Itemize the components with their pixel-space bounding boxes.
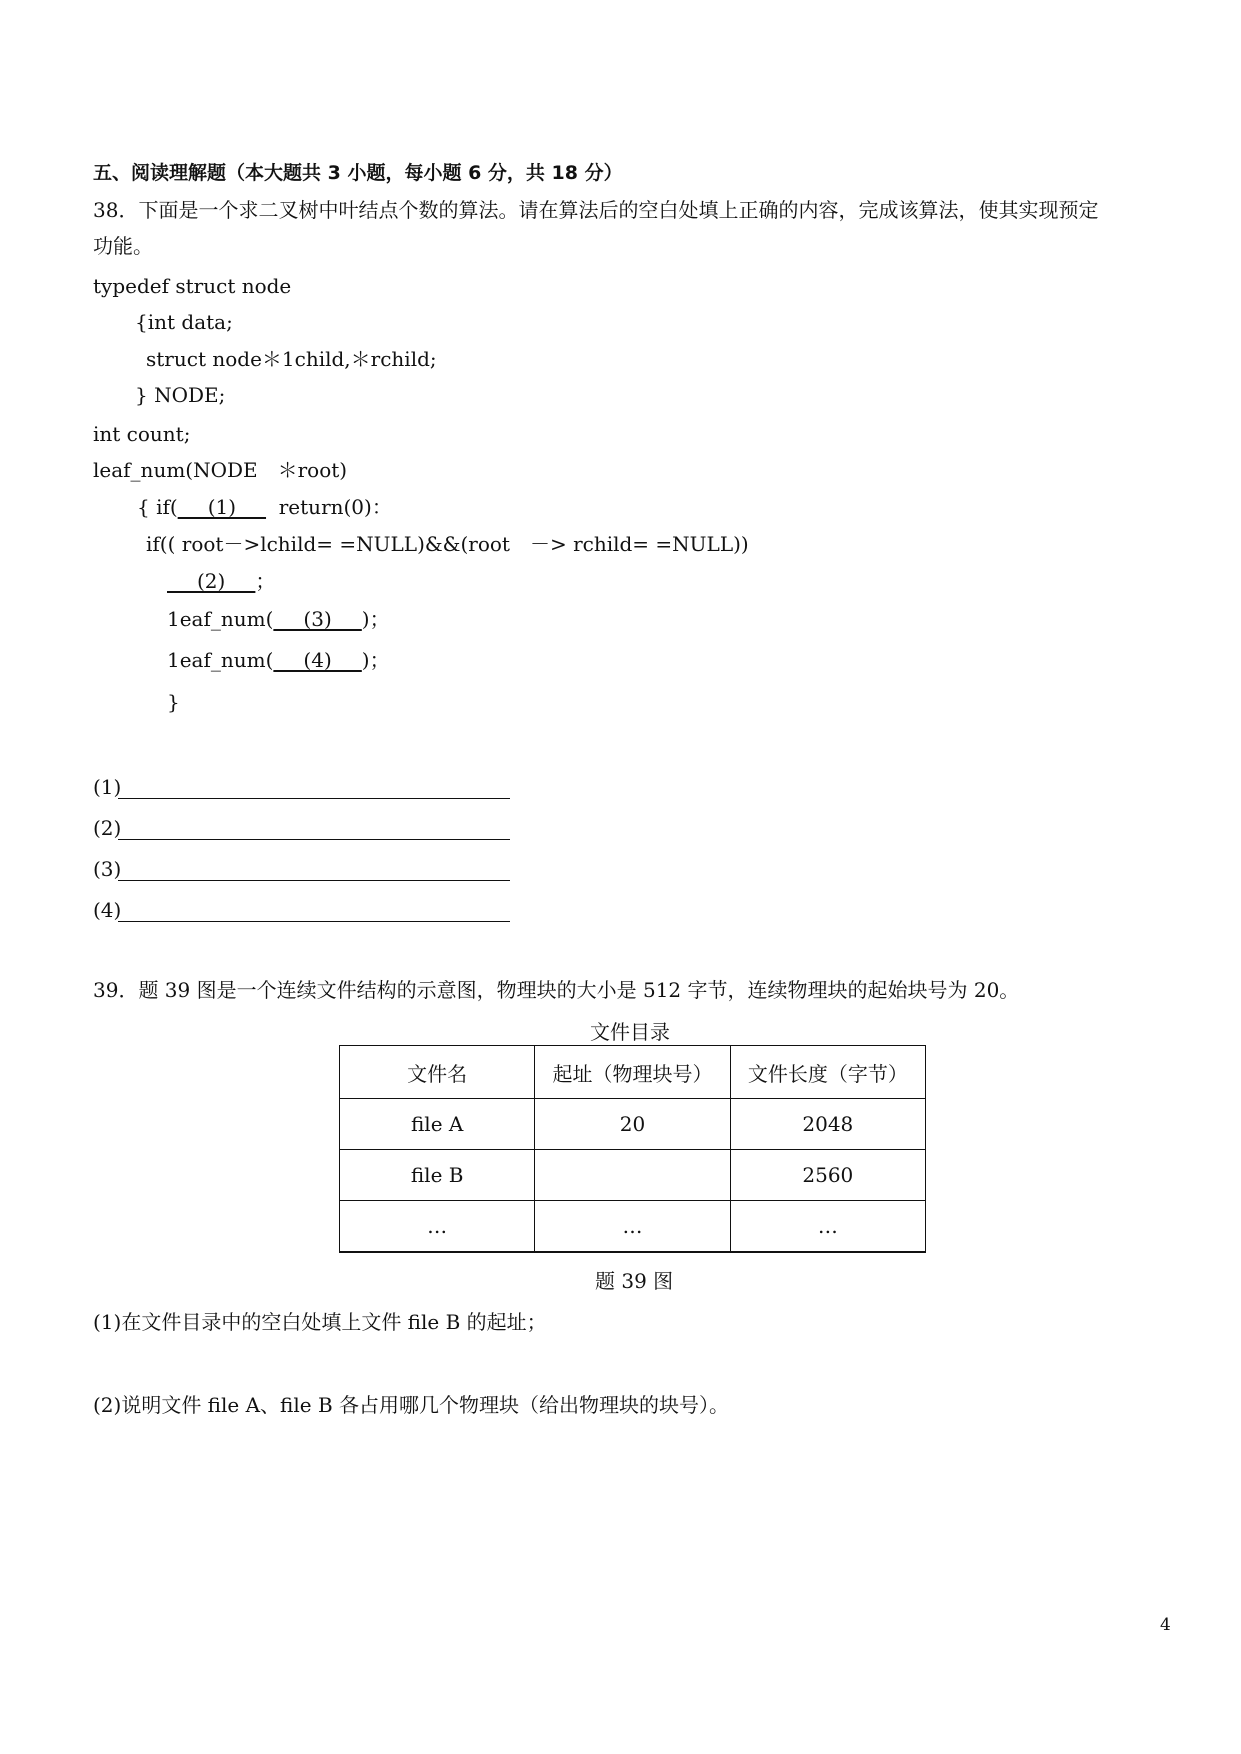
code-text: 1eaf_num(	[167, 607, 274, 631]
code-line: int count;	[93, 422, 191, 446]
figure-caption: 题 39 图	[595, 1269, 674, 1293]
code-line: struct node＊1child,＊rchild;	[146, 347, 437, 371]
table-cell: 2048	[730, 1099, 925, 1150]
table-row	[340, 1099, 926, 1150]
code-text: )；	[361, 607, 390, 631]
table-cell: file A	[340, 1099, 535, 1150]
answer-line[interactable]	[118, 921, 510, 922]
header-cell: 起址（物理块号）	[535, 1046, 730, 1099]
code-line: } NODE;	[135, 383, 226, 407]
header-cell: 文件名	[340, 1046, 535, 1099]
code-line: if(( root－>lchild= =NULL)&&(root －> rchild= =NULL))	[146, 532, 749, 556]
section-heading: 五、阅读理解题（本大题共 3 小题，每小题 6 分，共 18 分）	[93, 162, 623, 184]
answer-label: (1)	[93, 775, 122, 799]
code-text: )；	[361, 648, 390, 672]
table-header-row	[340, 1046, 926, 1099]
code-line: leaf_num(NODE ＊root)	[93, 458, 348, 482]
q39-sub1: (1)在文件目录中的空白处填上文件 file B 的起址；	[93, 1310, 547, 1334]
blank-start-address-cell[interactable]	[535, 1150, 730, 1201]
table-cell: 2560	[730, 1150, 925, 1201]
answer-line[interactable]	[118, 880, 510, 881]
code-text: { if(	[137, 495, 178, 519]
blank-3: ___(3)___	[273, 607, 362, 631]
table-title: 文件目录	[590, 1020, 670, 1044]
table-cell: …	[535, 1201, 730, 1253]
table-row	[340, 1150, 926, 1201]
code-text: 1eaf_num(	[167, 648, 274, 672]
answer-line[interactable]	[118, 839, 510, 840]
answer-label: (2)	[93, 816, 122, 840]
table-row	[340, 1201, 926, 1253]
table-cell: file B	[340, 1150, 535, 1201]
table-cell: …	[340, 1201, 535, 1253]
code-text: ；	[255, 569, 276, 593]
page-number: 4	[1160, 1615, 1171, 1635]
code-line: typedef struct node	[93, 274, 292, 298]
code-line	[137, 497, 392, 517]
table-cell: 20	[535, 1099, 730, 1150]
answer-label: (4)	[93, 898, 122, 922]
blank-1: ___(1)___	[177, 495, 267, 519]
q39-sub2: (2)说明文件 file A、file B 各占用哪几个物理块（给出物理块的块号）。	[93, 1393, 730, 1417]
header-cell: 文件长度（字节）	[730, 1046, 925, 1099]
file-directory-table	[339, 1045, 926, 1253]
code-line: {int data;	[135, 310, 233, 334]
answer-label: (3)	[93, 857, 122, 881]
answer-line[interactable]	[118, 798, 510, 799]
code-line	[167, 650, 390, 670]
code-line: }	[167, 690, 180, 714]
code-line	[167, 571, 275, 591]
q38-stem-line2: 功能。	[93, 234, 153, 258]
blank-2: ___(2)___	[167, 569, 256, 593]
code-line	[167, 609, 390, 629]
code-text: return(0)：	[278, 495, 392, 519]
table-cell: …	[730, 1201, 925, 1253]
blank-4: ___(4)___	[273, 648, 362, 672]
q38-stem-line1: 38．下面是一个求二叉树中叶结点个数的算法。请在算法后的空白处填上正确的内容，完成该算法，使其实现预定	[93, 198, 1099, 222]
q39-stem: 39．题 39 图是一个连续文件结构的示意图，物理块的大小是 512 字节，连续物理块的起始块号为 20。	[93, 978, 1020, 1002]
